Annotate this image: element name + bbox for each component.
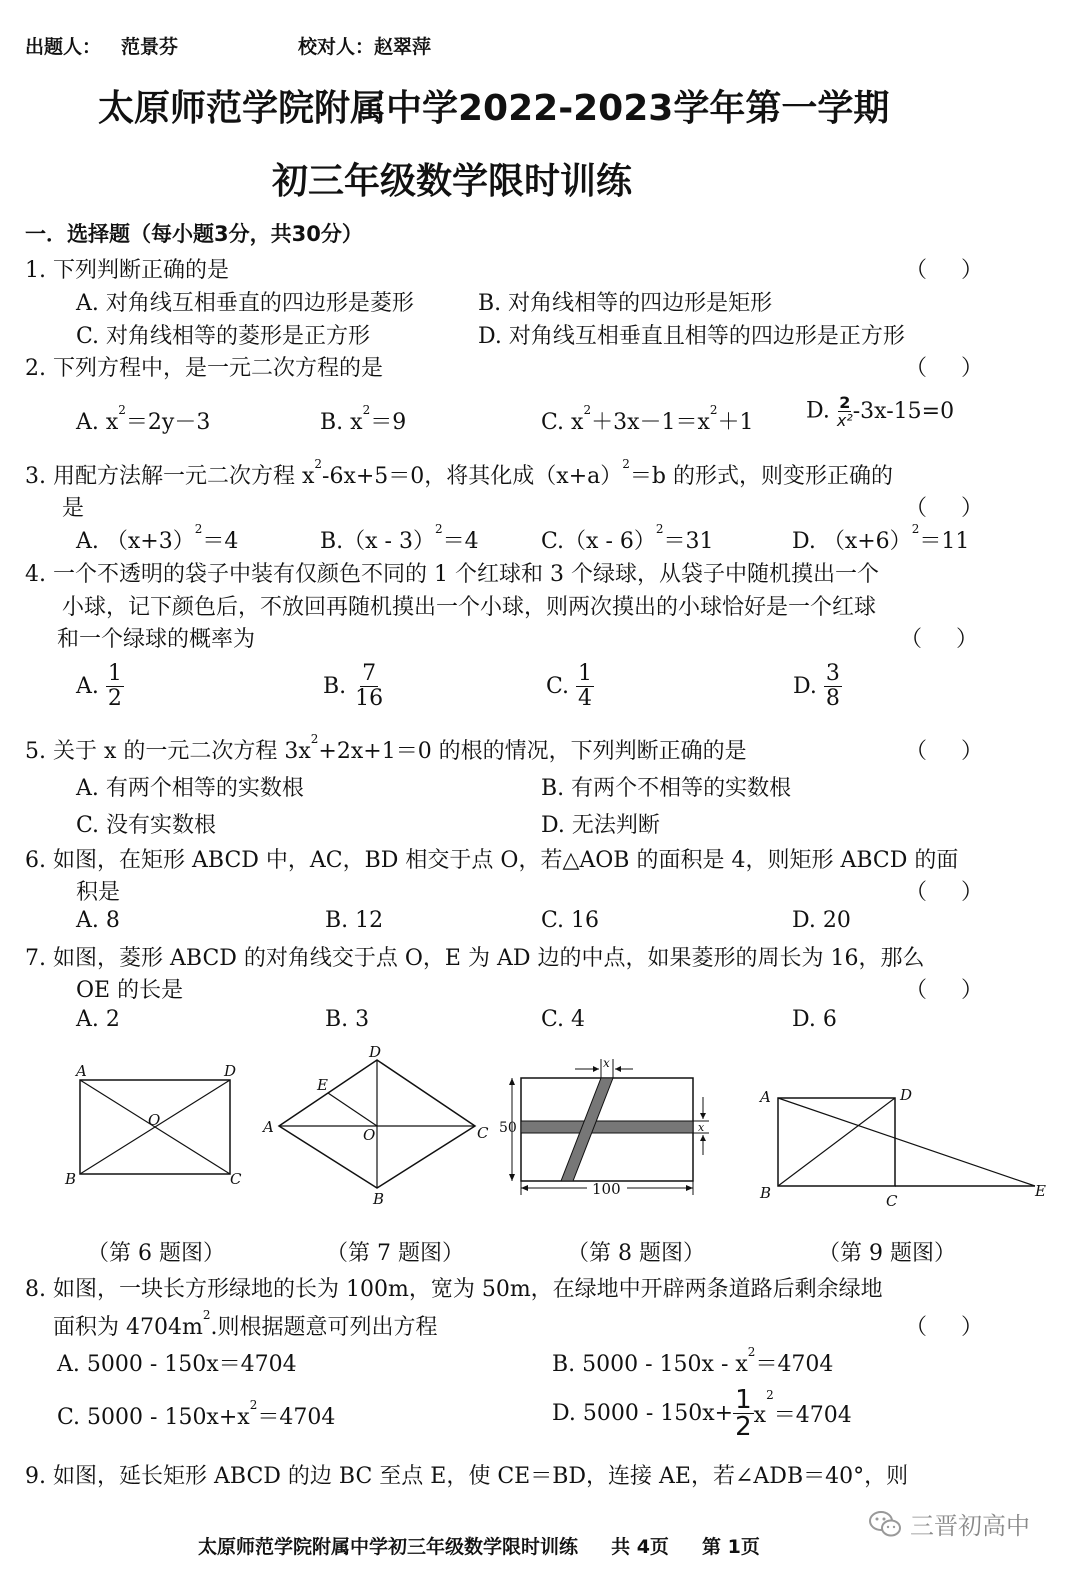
author-label: 出题人： [25,36,102,58]
caption-fig6: （第 6 题图） [87,1241,225,1266]
q5-option-b: B. 有两个不相等的实数根 [541,776,792,801]
figure-7 [255,1040,495,1210]
fig9-label-a: A [760,1088,771,1106]
fig6-label-d: D [224,1062,237,1080]
fig6-label-a: A [76,1062,87,1080]
q6-answer-blank: （） [905,880,1018,905]
checker-line [298,32,431,59]
page-footer: 太原师范学院附属中学初三年级数学限时训练 共 4页 第 1页 [198,1536,760,1558]
author-name: 范景芬 [121,36,179,58]
q7-option-b: B. 3 [325,1007,370,1032]
q6-option-b: B. 12 [325,908,384,933]
q2-answer-blank: （） [905,356,1018,381]
q1-option-b: B. 对角线相等的四边形是矩形 [478,291,773,316]
q7-stem-line1: 7. 如图，菱形 ABCD 的对角线交于点 O，E 为 AD 边的中点，如果菱形的周长为 16，那么 [25,946,925,971]
q7-option-a: A. 2 [76,1007,120,1032]
caption-fig7: （第 7 题图） [326,1241,464,1266]
q4-option-a: A. $\frac{1}{2}$ [76,661,122,711]
q5-option-a: A. 有两个相等的实数根 [76,776,304,801]
caption-fig8: （第 8 题图） [567,1241,705,1266]
q8-answer-blank: （） [905,1315,1018,1340]
checker-label: 校对人： [298,36,375,58]
q7-option-c: C. 4 [541,1007,586,1032]
title-line1: 太原师范学院附属中学2022-2023学年第一学期 [98,88,890,129]
caption-fig9: （第 9 题图） [818,1241,956,1266]
figure-8 [495,1055,720,1205]
fig7-label-c: C [477,1124,489,1142]
fig9-diagonal-bd [778,1098,895,1186]
q1-option-d: D. 对角线互相垂直且相等的四边形是正方形 [478,324,905,349]
q3-stem: 3. 用配方法解一元二次方程 $x^2-6x+5=0$，将其化成$(x+a)^2=b$ 的形式，则变形正确的 [25,457,893,489]
q7-option-d: D. 6 [792,1007,837,1032]
q4-stem-line3: 和一个绿球的概率为 [57,627,256,652]
title-line2: 初三年级数学限时训练 [272,161,633,202]
q4-stem-line2: 小球，记下颜色后，不放回再随机摸出一个小球，则两次摸出的小球恰好是一个红球 [62,595,877,620]
fig6-label-c: C [230,1170,242,1188]
q2-d-fraction: $\frac{2}{\text{x²}}$ [836,393,853,430]
q1-answer-blank: （） [905,258,1018,283]
q6-option-c: C. 16 [541,908,600,933]
checker-name: 赵翠萍 [374,36,432,58]
q3-option-d: D. $(x+6)^2=11$ [792,522,970,554]
q4-option-d: D. $\frac{3}{8}$ [793,661,840,711]
fig8-horizontal-road [521,1121,693,1133]
fig8-label-x-right: x [698,1121,705,1134]
q3-answer-blank: （） [905,496,1018,521]
q4-answer-blank: （） [900,627,1013,652]
q8-stem-line1: 8. 如图，一块长方形绿地的长为 100m，宽为 50m，在绿地中开辟两条道路后剩余绿地 [25,1277,883,1302]
fig8-label-width: 100 [592,1180,621,1198]
fig8-label-x-top: x [603,1056,610,1070]
q5-answer-blank: （） [905,739,1018,764]
q8-stem-line2: 面积为 $4704m^2$.则根据题意可列出方程 [53,1308,438,1340]
fig9-label-e: E [1035,1182,1046,1200]
q3-stem-line2: 是 [62,496,85,521]
fig7-segment-oe [328,1093,377,1126]
fig7-label-o: O [363,1126,376,1144]
watermark [868,1506,1030,1541]
q8-option-c: C. $5000 - 150x+x^2=4704$ [57,1398,336,1430]
fig6-label-o: O [148,1111,161,1129]
q3-option-b: B.（x - 3）$^2$＝4 [320,522,479,554]
fig8-label-height: 50 [499,1120,517,1136]
q4-option-b: B. $\frac{7}{16}$ [323,661,384,711]
fig9-label-b: B [760,1184,772,1202]
fig6-label-b: B [65,1170,77,1188]
q5-option-c: C. 没有实数根 [76,813,217,838]
q8-option-d: D. 5000 - 150x+ $\frac{1}{2}$ $x^2=4704$ [552,1385,852,1442]
figure-9 [750,1080,1055,1215]
q5-option-d: D. 无法判断 [541,813,660,838]
q3-option-a: A. $(x+3)^2=4$ [76,522,239,554]
q2-stem: 2. 下列方程中，是一元二次方程的是 [25,356,383,381]
q6-stem-line1: 6. 如图，在矩形 ABCD 中，AC，BD 相交于点 O，若△AOB 的面积是 4，则矩形 ABCD 的面 [25,848,959,873]
q8-option-b: B. $5000 - 150x - x^2=4704$ [552,1345,834,1377]
q8-option-a: A. 5000 - 150x＝4704 [57,1352,297,1377]
q7-answer-blank: （） [905,978,1018,1003]
q7-stem-line2: OE 的长是 [76,978,184,1003]
q6-stem-line2: 积是 [76,880,121,905]
fig9-label-d: D [900,1086,913,1104]
q1-option-a: A. 对角线互相垂直的四边形是菱形 [76,291,414,316]
wechat-icon [868,1509,902,1539]
q8-d-fraction: $\frac{1}{2}$ [735,1385,752,1442]
section-heading: 一．选择题（每小题3分，共30分） [25,222,363,246]
author-line [25,32,178,59]
q1-stem: 1. 下列判断正确的是 [25,258,229,283]
figure-6 [60,1060,250,1195]
fig9-label-c: C [886,1192,898,1210]
q4-stem-line1: 4. 一个不透明的袋子中装有仅颜色不同的 1 个红球和 3 个绿球，从袋子中随机摸出一个 [25,562,879,587]
fig7-label-a: A [263,1118,274,1136]
q1-option-c: C. 对角线相等的菱形是正方形 [76,324,371,349]
q3-option-c: C.（x - 6）$^2$＝31 [541,522,714,554]
q9-stem-line1: 9. 如图，延长矩形 ABCD 的边 BC 至点 E，使 CE＝BD，连接 AE，若∠ADB＝40°，则 [25,1464,909,1489]
q2-option-b: B. $x^2=9$ [320,403,407,435]
watermark-text: 三晋初高中 [910,1512,1030,1540]
fig7-label-d: D [369,1043,382,1061]
fig7-label-b: B [373,1190,385,1208]
q5-stem: 5. 关于 x 的一元二次方程 $3x^2+2x+1=0$ 的根的情况，下列判断正确的是 [25,732,747,764]
fig7-label-e: E [317,1076,328,1094]
q6-option-a: A. 8 [76,908,120,933]
q2-option-a: A. $x^2=2y-3$ [76,403,211,435]
q6-option-d: D. 20 [792,908,851,933]
q4-option-c: C. $\frac{1}{4}$ [546,661,593,711]
q2-option-d: D. $\frac{2}{\text{x²}}$ -3x-15=0 [806,393,955,430]
fig9-segment-ae [778,1098,1035,1186]
q2-option-c: C. $x^2+3x-1=x^2+1$ [541,403,754,435]
